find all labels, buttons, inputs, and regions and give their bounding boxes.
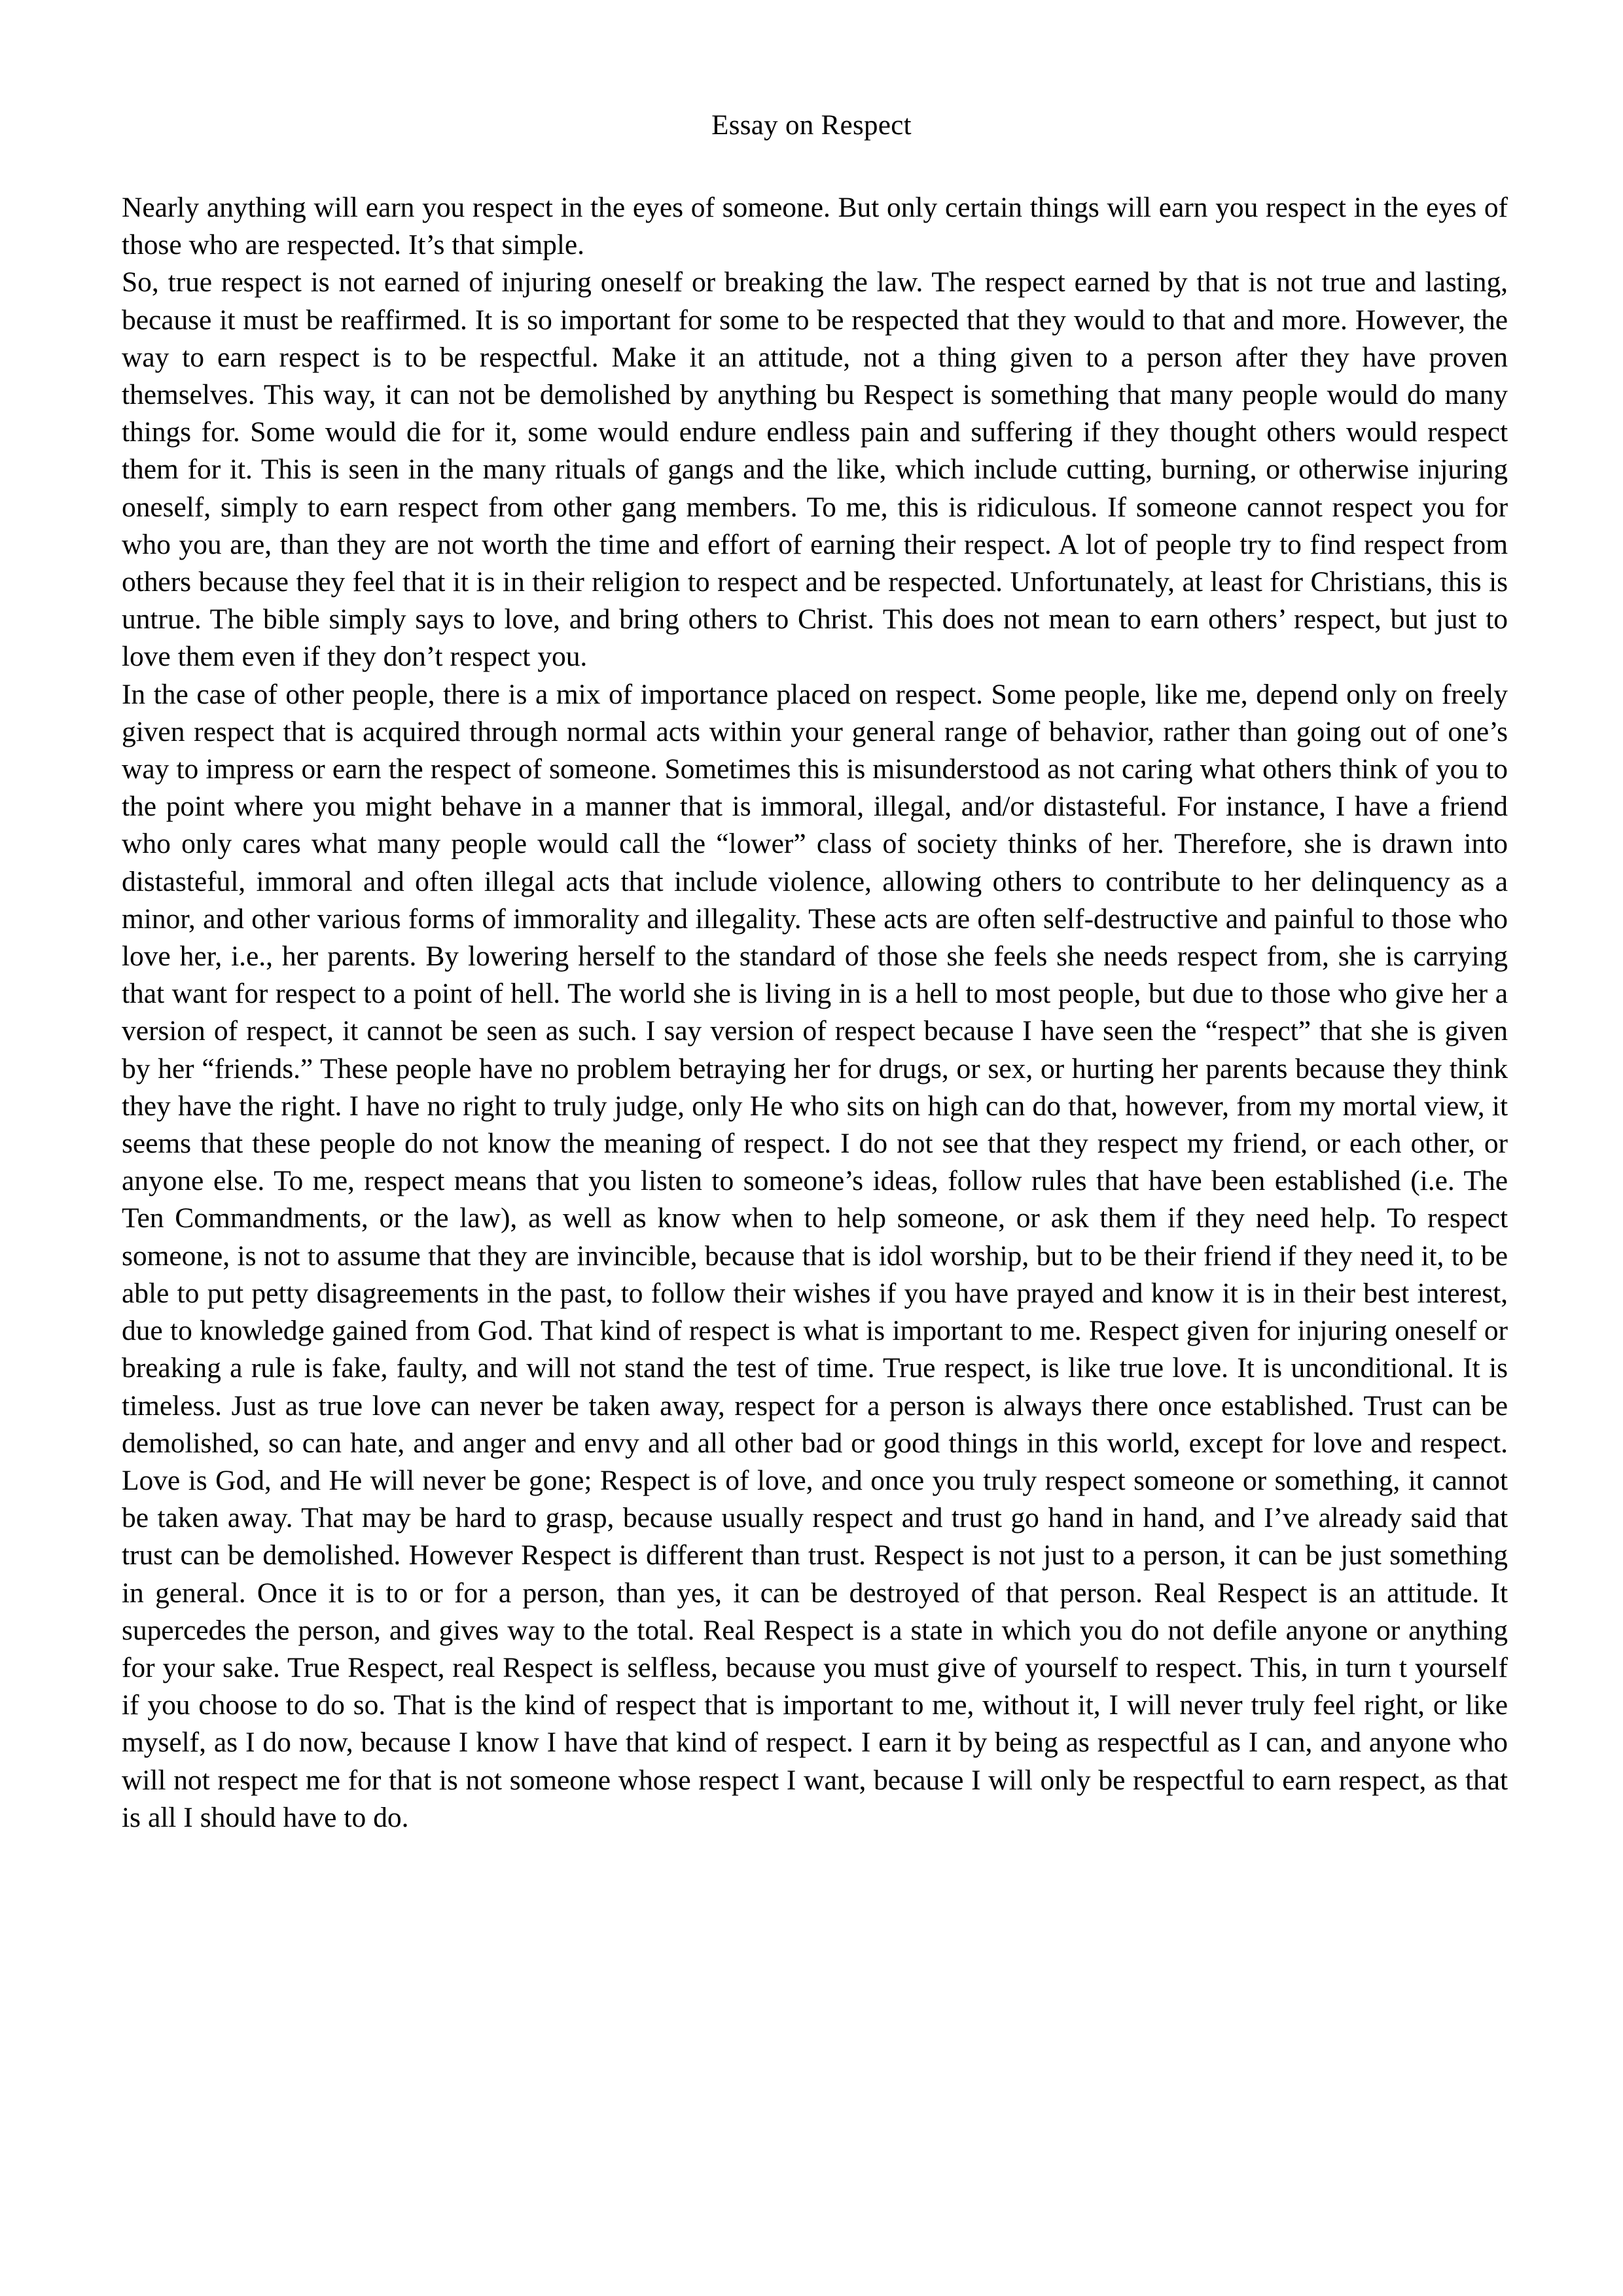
- paragraph: So, true respect is not earned of injuring oneself or breaking the law. The respect earned by that is not true and lasting, because it must be reaffirmed. It is so important for some to be respected that they would to that and more. However, the way to earn respect is to be respectful. Make it an attitude, not a thing given to a person after they have proven themselves. This way, it can not be demolished by anything bu Respect is something that many people would do many things for. Some would die for it, some would endure endless pain and suffering if they thought others would respect them for it. This is seen in the many rituals of gangs and the like, which include cutting, burning, or otherwise injuring oneself, simply to earn respect from other gang members. To me, this is ridiculous. If someone cannot respect you for who you are, than they are not worth the time and effort of earning their respect. A lot of people try to find respect from others because they feel that it is in their religion to respect and be respected. Unfortunately, at least for Christians, this is untrue. The bible simply says to love, and bring others to Christ. This does not mean to earn others’ respect, but just to love them even if they don’t respect you.: [122, 266, 1508, 673]
- essay-body: [122, 189, 1508, 1837]
- paragraph: Nearly anything will earn you respect in the eyes of someone. But only certain things will earn you respect in the eyes of those who are respected. It’s that simple.: [122, 192, 1508, 261]
- paragraph: In the case of other people, there is a mix of importance placed on respect. Some people, like me, depend only on freely given respect that is acquired through normal acts within your general range of behavior, rather than going out of one’s way to impress or earn the respect of someone. Sometimes this is misunderstood as not caring what others think of you to the point where you might behave in a manner that is immoral, illegal, and/or distasteful. For instance, I have a friend who only cares what many people would call the “lower” class of society thinks of her. Therefore, she is drawn into distasteful, immoral and often illegal acts that include violence, allowing others to contribute to her delinquency as a minor, and other various forms of immorality and illegality. These acts are often self-destructive and painful to those who love her, i.e., her parents. By lowering herself to the standard of those she feels she needs respect from, she is carrying that want for respect to a point of hell. The world she is living in is a hell to most people, but due to those who give her a version of respect, it cannot be seen as such. I say version of respect because I have seen the “respect” that she is given by her “friends.” These people have no problem betraying her for drugs, or sex, or hurting her parents because they think they have the right. I have no right to truly judge, only He who sits on high can do that, however, from my mortal view, it seems that these people do not know the meaning of respect. I do not see that they respect my friend, or each other, or anyone else. To me, respect means that you listen to someone’s ideas, follow rules that have been established (i.e. The Ten Commandments, or the law), as well as know when to help someone, or ask them if they need help. To respect someone, is not to assume that they are invincible, because that is idol worship, but to be their friend if they need it, to be able to put petty disagreements in the past, to follow their wishes if you have prayed and know it is in their best interest, due to knowledge gained from God. That kind of respect is what is important to me. Respect given for injuring oneself or breaking a rule is fake, faulty, and will not stand the test of time. True respect, is like true love. It is unconditional. It is timeless. Just as true love can never be taken away, respect for a person is always there once established. Trust can be demolished, so can hate, and anger and envy and all other bad or good things in this world, except for love and respect. Love is God, and He will never be gone; Respect is of love, and once you truly respect someone or something, it cannot be taken away. That may be hard to grasp, because usually respect and trust go hand in hand, and I’ve already said that trust can be demolished. However Respect is different than trust. Respect is not just to a person, it can be just something in general. Once it is to or for a person, than yes, it can be destroyed of that person. Real Respect is an attitude. It supercedes the person, and gives way to the total. Real Respect is a state in which you do not defile anyone or anything for your sake. True Respect, real Respect is selfless, because you must give of yourself to respect. This, in turn t yourself if you choose to do so. That is the kind of respect that is important to me, without it, I will never truly feel right, or like myself, as I do now, because I know I have that kind of respect. I earn it by being as respectful as I can, and anyone who will not respect me for that is not someone whose respect I want, because I will only be respectful to earn respect, as that is all I should have to do.: [122, 678, 1508, 1833]
- page-title: Essay on Respect: [711, 110, 912, 141]
